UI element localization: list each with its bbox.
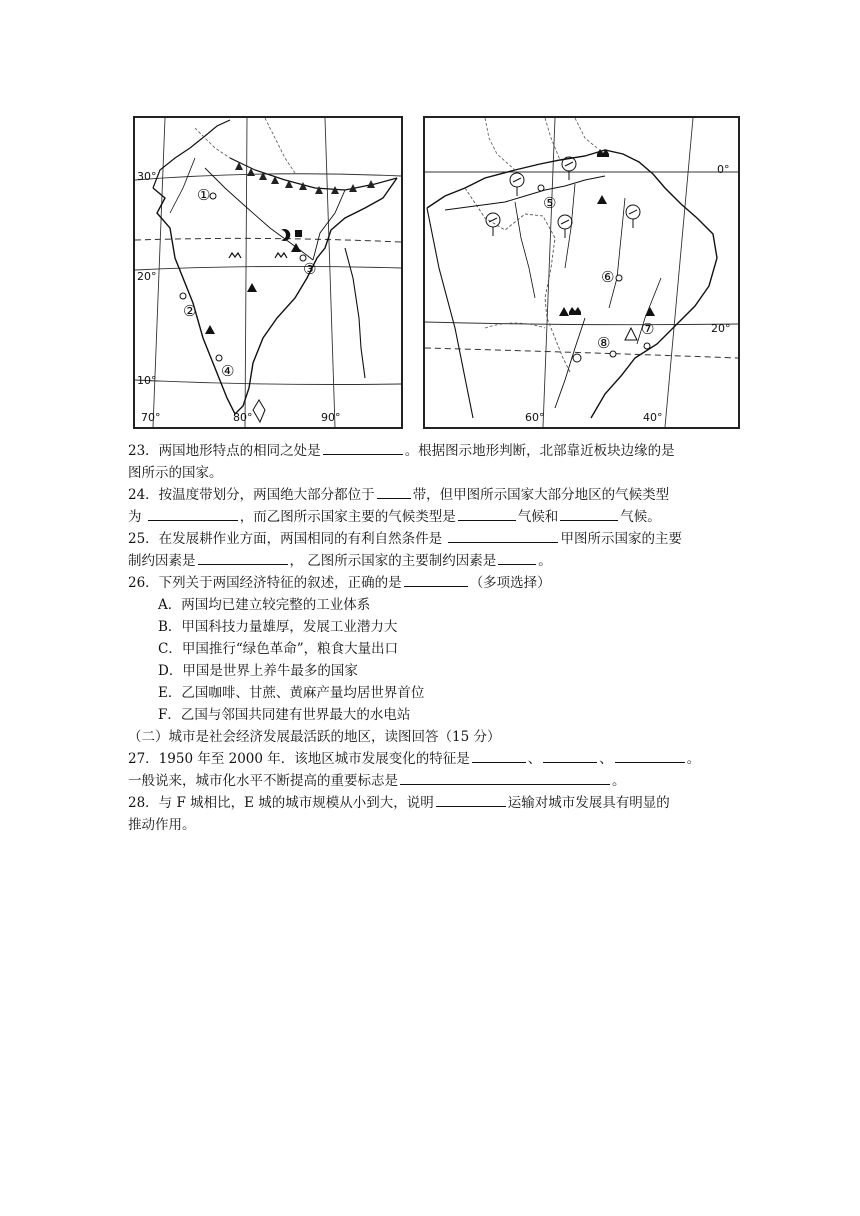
india-map-drawing (135, 118, 401, 427)
marker-6: ⑥ (601, 268, 615, 286)
lon-label-80: 80° (233, 411, 253, 424)
section-2-heading: （二）城市是社会经济发展最活跃的地区，读图回答（15 分） (128, 729, 501, 745)
questions-block (128, 440, 736, 836)
question-24-line-2: 为 ，而乙图所示国家主要的气候类型是 气候和 气候。 (128, 506, 736, 528)
lat-label-20: 20° (137, 270, 157, 283)
answer-blank[interactable] (436, 792, 506, 807)
answer-blank[interactable] (198, 550, 288, 565)
lat-label-30: 30° (137, 170, 157, 183)
answer-blank[interactable] (404, 572, 468, 587)
answer-blank[interactable] (543, 748, 597, 763)
question-28-line-1: 28．与 F 城相比，E 城的城市规模从小到大，说明 运输对城市发展具有明显的 (128, 792, 736, 814)
lon-label-60: 60° (525, 411, 545, 424)
marker-5: ⑤ (543, 194, 557, 212)
question-25-line-2: 制约因素是 ， 乙图所示国家的主要制约因素是 。 (128, 550, 736, 572)
question-27-line-1: 27．1950 年至 2000 年．该地区城市发展变化的特征是 、 、 。 (128, 748, 736, 770)
question-28-line-2: 推动作用。 (128, 817, 196, 833)
question-23-line-1: 23．两国地形特点的相同之处是 。根据图示地形判断，北部靠近板块边缘的是 (128, 440, 736, 462)
marker-3: ③ (303, 260, 317, 278)
answer-blank[interactable] (560, 506, 618, 521)
lat-label-0: 0° (717, 163, 730, 176)
lon-label-40: 40° (643, 411, 663, 424)
option-c: C．甲国推行“绿色革命”，粮食大量出口 (158, 641, 399, 657)
brazil-map (423, 116, 740, 429)
answer-blank[interactable] (400, 770, 610, 785)
answer-blank[interactable] (377, 484, 411, 499)
answer-blank[interactable] (458, 506, 516, 521)
question-25-line-1: 25．在发展耕作业方面，两国相同的有利自然条件是 甲图所示国家的主要 (128, 528, 736, 550)
marker-1: ① (197, 186, 211, 204)
option-e: E．乙国咖啡、甘蔗、黄麻产量均居世界首位 (158, 685, 425, 701)
lat-label-20: 20° (711, 322, 731, 335)
question-26: 26．下列关于两国经济特征的叙述，正确的是 （多项选择） (128, 572, 736, 594)
question-23-line-2: 图所示的国家。 (128, 465, 223, 481)
marker-4: ④ (221, 362, 235, 380)
option-b: B．甲国科技力量雄厚，发展工业潜力大 (158, 619, 398, 635)
lat-label-10: 10° (137, 374, 157, 387)
question-27-line-2: 一般说来，城市化水平不断提高的重要标志是 。 (128, 770, 736, 792)
answer-blank[interactable] (472, 748, 526, 763)
option-d: D．甲国是世界上养牛最多的国家 (158, 663, 358, 679)
lon-label-90: 90° (321, 411, 341, 424)
question-24-line-1: 24．按温度带划分，两国绝大部分都位于 带，但甲图所示国家大部分地区的气候类型 (128, 484, 736, 506)
india-map (133, 116, 403, 429)
answer-blank[interactable] (498, 550, 536, 565)
answer-blank[interactable] (323, 440, 403, 455)
marker-8: ⑧ (597, 334, 611, 352)
lon-label-70: 70° (141, 411, 161, 424)
answer-blank[interactable] (448, 528, 558, 543)
option-a: A．两国均已建立较完整的工业体系 (158, 597, 371, 613)
option-f: F．乙国与邻国共同建有世界最大的水电站 (158, 707, 411, 723)
answer-blank[interactable] (148, 506, 238, 521)
answer-blank[interactable] (615, 748, 685, 763)
marker-2: ② (183, 302, 197, 320)
brazil-map-drawing (425, 118, 738, 427)
marker-7: ⑦ (641, 320, 655, 338)
